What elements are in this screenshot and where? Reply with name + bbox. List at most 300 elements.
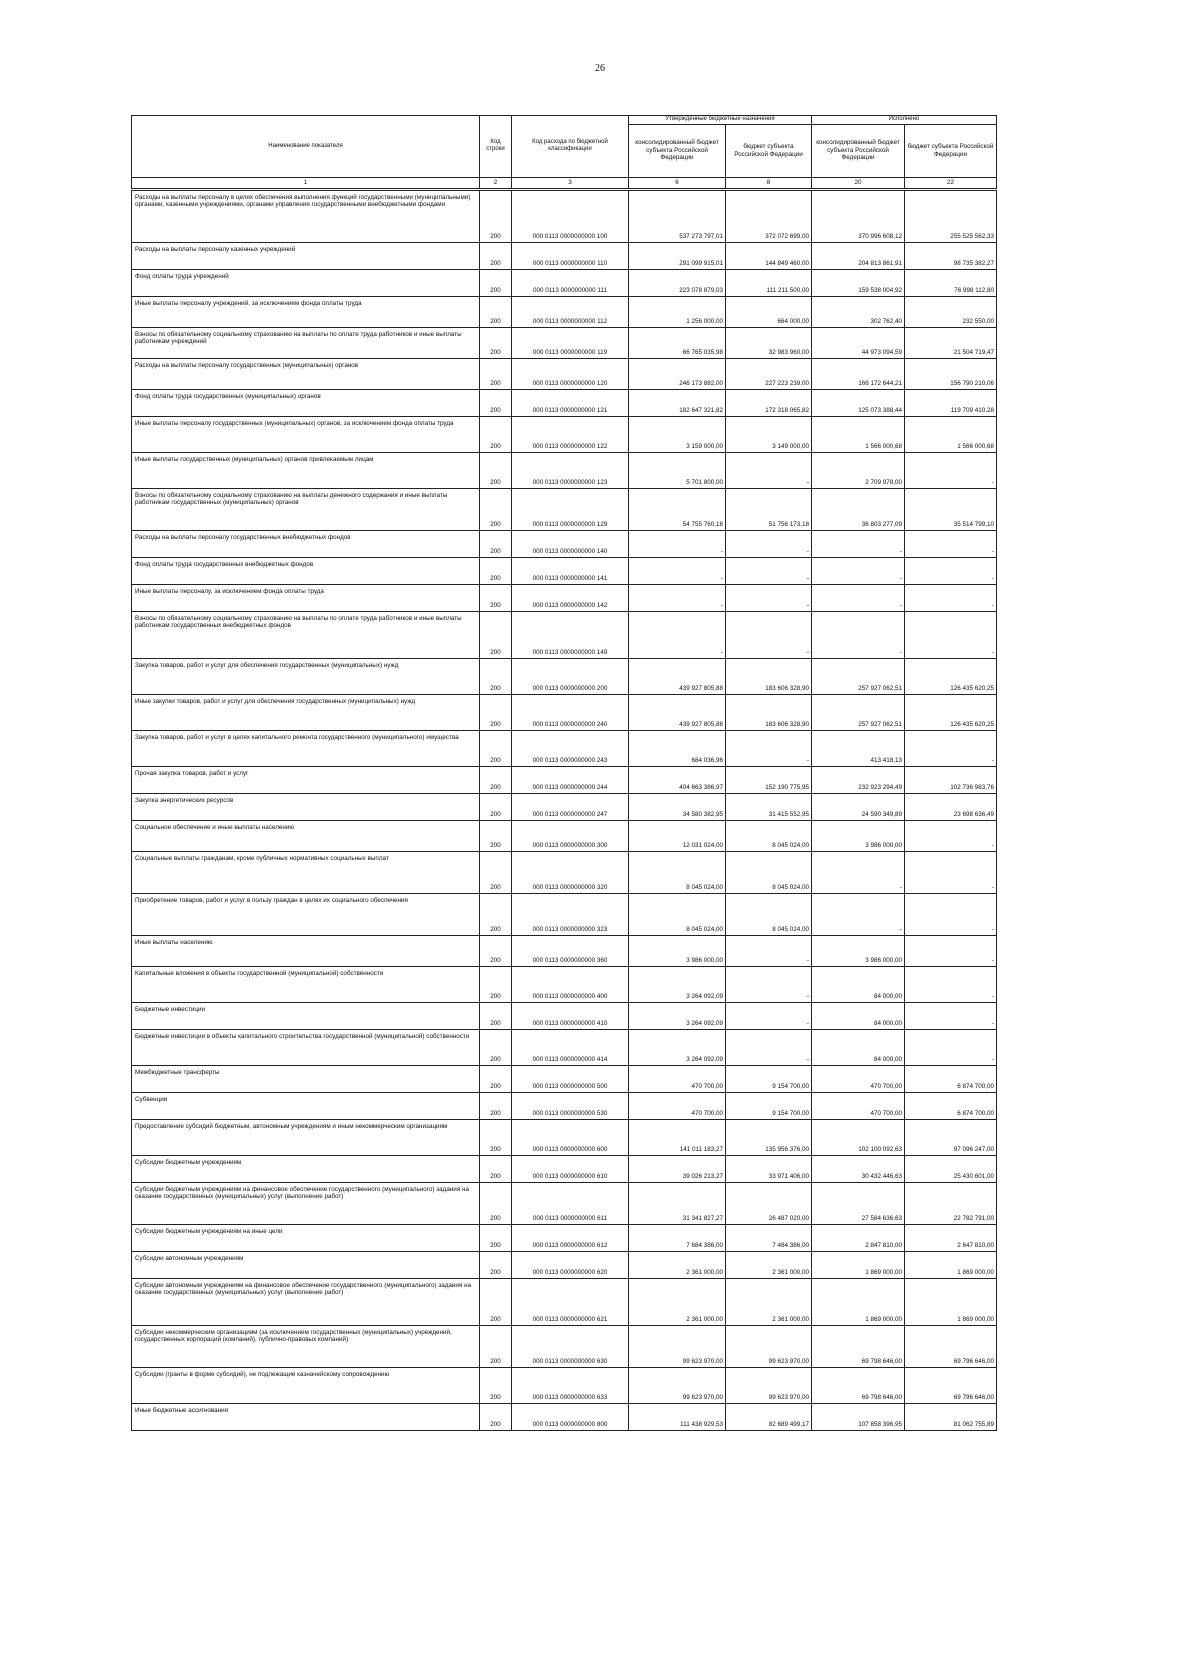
indicator-name: Иные бюджетные ассигнования	[132, 1403, 480, 1430]
executed-consolidated-value: 232 923 294,49	[812, 766, 905, 793]
approved-subject-value: 183 606 328,90	[726, 694, 812, 730]
executed-subject-value: 232 550,00	[905, 296, 997, 327]
indicator-name: Фонд оплаты труда государственных внебюджетных фондов	[132, 557, 480, 584]
classification-code: 000 0113 0000000000 400	[512, 966, 629, 1002]
classification-code: 000 0113 0000000000 122	[512, 416, 629, 452]
indicator-name: Закупка энергетических ресурсов	[132, 793, 480, 820]
approved-subject-value: 8 045 024,00	[726, 851, 812, 893]
indicator-name: Фонд оплаты труда учреждений	[132, 269, 480, 296]
approved-consolidated-value: 470 700,00	[629, 1065, 726, 1092]
executed-subject-value: 102 736 983,76	[905, 766, 997, 793]
table-row	[132, 327, 997, 358]
approved-consolidated-value: 223 078 879,03	[629, 269, 726, 296]
table-row	[132, 730, 997, 766]
executed-consolidated-value: 84 000,00	[812, 966, 905, 1002]
header-classification-code: Код расхода по бюджетной классификации	[512, 116, 629, 178]
indicator-name: Приобретение товаров, работ и услуг в пользу граждан в целях их социального обеспечения	[132, 893, 480, 935]
executed-consolidated-value: -	[812, 851, 905, 893]
column-number: 2	[480, 177, 512, 189]
approved-consolidated-value: 684 036,96	[629, 730, 726, 766]
executed-subject-value: 1 869 000,00	[905, 1251, 997, 1278]
approved-consolidated-value: 3 986 000,00	[629, 935, 726, 966]
approved-subject-value: 2 361 000,00	[726, 1251, 812, 1278]
classification-code: 000 0113 0000000000 240	[512, 694, 629, 730]
approved-consolidated-value: 404 663 386,97	[629, 766, 726, 793]
indicator-name: Субсидии автономным учреждениям	[132, 1251, 480, 1278]
indicator-name: Прочая закупка товаров, работ и услуг	[132, 766, 480, 793]
header-line-code: Код строки	[480, 116, 512, 178]
line-code: 200	[480, 189, 512, 242]
approved-consolidated-value: -	[629, 530, 726, 557]
executed-consolidated-value: 370 996 608,12	[812, 189, 905, 242]
executed-subject-value: 126 435 620,25	[905, 694, 997, 730]
table-row	[132, 766, 997, 793]
approved-consolidated-value: -	[629, 584, 726, 611]
table-row	[132, 820, 997, 851]
indicator-name: Предоставление субсидий бюджетным, автономным учреждениям и иным некоммерческим организациям	[132, 1119, 480, 1155]
line-code: 200	[480, 1251, 512, 1278]
column-number: 22	[905, 177, 997, 189]
executed-subject-value: 69 796 646,00	[905, 1325, 997, 1367]
indicator-name: Субсидии бюджетным учреждениям на иные цели	[132, 1224, 480, 1251]
executed-consolidated-value: 3 986 000,00	[812, 820, 905, 851]
approved-subject-value: 99 623 970,00	[726, 1367, 812, 1403]
classification-code: 000 0113 0000000000 120	[512, 358, 629, 389]
table-row	[132, 851, 997, 893]
line-code: 200	[480, 488, 512, 530]
classification-code: 000 0113 0000000000 800	[512, 1403, 629, 1430]
classification-code: 000 0113 0000000000 620	[512, 1251, 629, 1278]
executed-subject-value: -	[905, 893, 997, 935]
table-row	[132, 452, 997, 488]
indicator-name: Субсидии бюджетным учреждениям	[132, 1155, 480, 1182]
approved-consolidated-value: 2 361 000,00	[629, 1278, 726, 1325]
approved-subject-value: -	[726, 530, 812, 557]
approved-consolidated-value: 39 026 213,27	[629, 1155, 726, 1182]
line-code: 200	[480, 1182, 512, 1224]
table-row	[132, 1092, 997, 1119]
executed-consolidated-value: 2 709 978,00	[812, 452, 905, 488]
classification-code: 000 0113 0000000000 360	[512, 935, 629, 966]
column-number: 1	[132, 177, 480, 189]
executed-consolidated-value: 470 700,00	[812, 1092, 905, 1119]
classification-code: 000 0113 0000000000 129	[512, 488, 629, 530]
approved-subject-value: -	[726, 966, 812, 1002]
indicator-name: Межбюджетные трансферты	[132, 1065, 480, 1092]
classification-code: 000 0113 0000000000 621	[512, 1278, 629, 1325]
indicator-name: Закупка товаров, работ и услуг для обеспечения государственных (муниципальных) нужд	[132, 658, 480, 694]
executed-subject-value: 6 874 700,00	[905, 1092, 997, 1119]
executed-consolidated-value: 470 700,00	[812, 1065, 905, 1092]
classification-code: 000 0113 0000000000 323	[512, 893, 629, 935]
executed-consolidated-value: 257 927 062,51	[812, 694, 905, 730]
classification-code: 000 0113 0000000000 100	[512, 189, 629, 242]
table-row	[132, 242, 997, 269]
line-code: 200	[480, 296, 512, 327]
approved-consolidated-value: 2 361 000,00	[629, 1251, 726, 1278]
line-code: 200	[480, 1155, 512, 1182]
classification-code: 000 0113 0000000000 123	[512, 452, 629, 488]
line-code: 200	[480, 358, 512, 389]
executed-consolidated-value: 3 986 000,00	[812, 935, 905, 966]
indicator-name: Иные выплаты персоналу государственных (муниципальных) органов, за исключением фонда оплаты труда	[132, 416, 480, 452]
indicator-name: Субсидии некоммерческим организациям (за исключением государственных (муниципальных) учреждений, государственных корпораций (компаний), публично-правовых компаний)	[132, 1325, 480, 1367]
approved-subject-value: -	[726, 452, 812, 488]
approved-consolidated-value: -	[629, 557, 726, 584]
approved-consolidated-value: 34 580 382,95	[629, 793, 726, 820]
approved-subject-value: -	[726, 611, 812, 658]
approved-consolidated-value: 439 927 805,88	[629, 658, 726, 694]
executed-consolidated-value: -	[812, 893, 905, 935]
table-row	[132, 793, 997, 820]
approved-subject-value: 9 154 700,00	[726, 1065, 812, 1092]
classification-code: 000 0113 0000000000 500	[512, 1065, 629, 1092]
approved-subject-value: 227 223 239,00	[726, 358, 812, 389]
line-code: 200	[480, 1119, 512, 1155]
approved-subject-value: 111 211 500,00	[726, 269, 812, 296]
executed-subject-value: -	[905, 820, 997, 851]
approved-subject-value: -	[726, 730, 812, 766]
table-row	[132, 389, 997, 416]
executed-consolidated-value: 413 418,13	[812, 730, 905, 766]
executed-subject-value: -	[905, 611, 997, 658]
executed-subject-value: 76 998 112,80	[905, 269, 997, 296]
executed-subject-value: 1 869 000,00	[905, 1278, 997, 1325]
executed-subject-value: 69 796 646,00	[905, 1367, 997, 1403]
approved-subject-value: 32 983 960,00	[726, 327, 812, 358]
table-row	[132, 893, 997, 935]
header-group-executed: Исполнено	[812, 116, 997, 125]
table-row	[132, 694, 997, 730]
column-number: 6	[629, 177, 726, 189]
approved-consolidated-value: 291 099 915,01	[629, 242, 726, 269]
line-code: 200	[480, 966, 512, 1002]
line-code: 200	[480, 1278, 512, 1325]
line-code: 200	[480, 658, 512, 694]
classification-code: 000 0113 0000000000 414	[512, 1029, 629, 1065]
line-code: 200	[480, 1065, 512, 1092]
table-row	[132, 1224, 997, 1251]
executed-consolidated-value: 102 100 092,63	[812, 1119, 905, 1155]
approved-subject-value: -	[726, 557, 812, 584]
table-row	[132, 358, 997, 389]
table-row	[132, 1119, 997, 1155]
executed-consolidated-value: -	[812, 530, 905, 557]
approved-subject-value: 9 154 700,00	[726, 1092, 812, 1119]
header-approved-consolidated: консолидированный бюджет субъекта Российской Федерации	[629, 124, 726, 177]
executed-consolidated-value: 2 847 810,00	[812, 1224, 905, 1251]
indicator-name: Иные выплаты персоналу, за исключением фонда оплаты труда	[132, 584, 480, 611]
approved-consolidated-value: 8 045 024,00	[629, 893, 726, 935]
executed-consolidated-value: 159 538 004,92	[812, 269, 905, 296]
indicator-name: Фонд оплаты труда государственных (муниципальных) органов	[132, 389, 480, 416]
executed-consolidated-value: -	[812, 557, 905, 584]
approved-consolidated-value: 3 159 000,00	[629, 416, 726, 452]
executed-subject-value: -	[905, 530, 997, 557]
table-row	[132, 611, 997, 658]
executed-consolidated-value: 257 927 062,51	[812, 658, 905, 694]
approved-subject-value: 99 623 970,00	[726, 1325, 812, 1367]
column-number: 20	[812, 177, 905, 189]
approved-consolidated-value: 246 173 882,00	[629, 358, 726, 389]
header-executed-consolidated: консолидированный бюджет субъекта Российской Федерации	[812, 124, 905, 177]
executed-consolidated-value: 84 000,00	[812, 1002, 905, 1029]
classification-code: 000 0113 0000000000 141	[512, 557, 629, 584]
indicator-name: Субсидии автономным учреждениям на финансовое обеспечение государственного (муниципального) задания на оказание государственных (муниципальных) услуг (выполнение работ)	[132, 1278, 480, 1325]
approved-consolidated-value: -	[629, 611, 726, 658]
line-code: 200	[480, 793, 512, 820]
executed-subject-value: -	[905, 557, 997, 584]
executed-consolidated-value: 44 973 094,59	[812, 327, 905, 358]
executed-subject-value: 81 062 755,89	[905, 1403, 997, 1430]
executed-subject-value: -	[905, 1002, 997, 1029]
executed-consolidated-value: 69 798 646,00	[812, 1367, 905, 1403]
classification-code: 000 0113 0000000000 611	[512, 1182, 629, 1224]
table-row	[132, 557, 997, 584]
executed-subject-value: 35 514 799,10	[905, 488, 997, 530]
table-row	[132, 488, 997, 530]
classification-code: 000 0113 0000000000 630	[512, 1325, 629, 1367]
executed-subject-value: 25 430 601,00	[905, 1155, 997, 1182]
executed-consolidated-value: -	[812, 584, 905, 611]
approved-subject-value: 183 606 328,90	[726, 658, 812, 694]
executed-subject-value: -	[905, 1029, 997, 1065]
approved-consolidated-value: 141 011 183,27	[629, 1119, 726, 1155]
executed-consolidated-value: 125 073 388,44	[812, 389, 905, 416]
approved-subject-value: -	[726, 1002, 812, 1029]
approved-subject-value: -	[726, 935, 812, 966]
approved-subject-value: -	[726, 584, 812, 611]
table-row	[132, 1403, 997, 1430]
table-row	[132, 1325, 997, 1367]
classification-code: 000 0113 0000000000 610	[512, 1155, 629, 1182]
table-row	[132, 530, 997, 557]
indicator-name: Бюджетные инвестиции в объекты капитального строительства государственной (муниципальной) собственности	[132, 1029, 480, 1065]
line-code: 200	[480, 694, 512, 730]
executed-consolidated-value: 166 172 644,21	[812, 358, 905, 389]
classification-code: 000 0113 0000000000 110	[512, 242, 629, 269]
classification-code: 000 0113 0000000000 600	[512, 1119, 629, 1155]
approved-consolidated-value: 3 264 092,09	[629, 1029, 726, 1065]
line-code: 200	[480, 820, 512, 851]
table-row	[132, 584, 997, 611]
header-approved-subject: бюджет субъекта Российской Федерации	[726, 124, 812, 177]
classification-code: 000 0113 0000000000 320	[512, 851, 629, 893]
column-number: 3	[512, 177, 629, 189]
executed-subject-value: -	[905, 935, 997, 966]
approved-consolidated-value: 54 755 760,18	[629, 488, 726, 530]
classification-code: 000 0113 0000000000 142	[512, 584, 629, 611]
line-code: 200	[480, 452, 512, 488]
executed-consolidated-value: 69 798 646,00	[812, 1325, 905, 1367]
header-group-approved: Утвержденные бюджетные назначения	[629, 116, 812, 125]
approved-consolidated-value: 7 684 386,00	[629, 1224, 726, 1251]
line-code: 200	[480, 327, 512, 358]
approved-subject-value: 8 045 024,00	[726, 893, 812, 935]
table-row	[132, 966, 997, 1002]
executed-consolidated-value: 1 869 000,00	[812, 1251, 905, 1278]
classification-code: 000 0113 0000000000 244	[512, 766, 629, 793]
approved-subject-value: 26 487 020,00	[726, 1182, 812, 1224]
executed-subject-value: 156 790 210,06	[905, 358, 997, 389]
line-code: 200	[480, 584, 512, 611]
indicator-name: Взносы по обязательному социальному страхованию на выплаты по оплате труда работников и иные выплаты работникам государственных внебюджетных фондов	[132, 611, 480, 658]
approved-subject-value: 2 361 000,00	[726, 1278, 812, 1325]
approved-subject-value: 172 318 065,82	[726, 389, 812, 416]
page-number: 26	[595, 63, 605, 74]
approved-consolidated-value: 3 264 092,09	[629, 1002, 726, 1029]
line-code: 200	[480, 530, 512, 557]
line-code: 200	[480, 242, 512, 269]
classification-code: 000 0113 0000000000 243	[512, 730, 629, 766]
table-row	[132, 935, 997, 966]
executed-subject-value: -	[905, 851, 997, 893]
approved-subject-value: 8 045 024,00	[726, 820, 812, 851]
indicator-name: Социальное обеспечение и иные выплаты населению	[132, 820, 480, 851]
approved-consolidated-value: 5 701 800,00	[629, 452, 726, 488]
classification-code: 000 0113 0000000000 247	[512, 793, 629, 820]
table-row	[132, 1251, 997, 1278]
executed-subject-value: -	[905, 452, 997, 488]
line-code: 200	[480, 730, 512, 766]
approved-consolidated-value: 99 623 970,00	[629, 1325, 726, 1367]
table-row	[132, 1155, 997, 1182]
line-code: 200	[480, 1224, 512, 1251]
line-code: 200	[480, 893, 512, 935]
line-code: 200	[480, 611, 512, 658]
line-code: 200	[480, 1029, 512, 1065]
approved-subject-value: 372 072 699,00	[726, 189, 812, 242]
indicator-name: Иные выплаты населению	[132, 935, 480, 966]
executed-subject-value: -	[905, 730, 997, 766]
approved-consolidated-value: 12 031 024,00	[629, 820, 726, 851]
classification-code: 000 0113 0000000000 112	[512, 296, 629, 327]
indicator-name: Социальные выплаты гражданам, кроме публичных нормативных социальных выплат	[132, 851, 480, 893]
line-code: 200	[480, 389, 512, 416]
classification-code: 000 0113 0000000000 119	[512, 327, 629, 358]
line-code: 200	[480, 1403, 512, 1430]
approved-consolidated-value: 1 256 000,00	[629, 296, 726, 327]
approved-consolidated-value: 31 341 827,27	[629, 1182, 726, 1224]
approved-subject-value: 82 689 499,17	[726, 1403, 812, 1430]
approved-subject-value: 31 415 552,95	[726, 793, 812, 820]
table-row	[132, 1182, 997, 1224]
approved-consolidated-value: 182 647 321,82	[629, 389, 726, 416]
indicator-name: Взносы по обязательному социальному страхованию на выплаты денежного содержания и иные выплаты работникам государственных (муниципальных) органов	[132, 488, 480, 530]
executed-subject-value: 2 647 810,00	[905, 1224, 997, 1251]
classification-code: 000 0113 0000000000 410	[512, 1002, 629, 1029]
approved-subject-value: -	[726, 1029, 812, 1065]
approved-consolidated-value: 439 927 805,88	[629, 694, 726, 730]
classification-code: 000 0113 0000000000 200	[512, 658, 629, 694]
line-code: 200	[480, 935, 512, 966]
table-row	[132, 416, 997, 452]
executed-consolidated-value: 107 858 396,95	[812, 1403, 905, 1430]
executed-subject-value: 22 782 791,00	[905, 1182, 997, 1224]
table-row	[132, 269, 997, 296]
indicator-name: Расходы на выплаты персоналу государственных (муниципальных) органов	[132, 358, 480, 389]
classification-code: 000 0113 0000000000 633	[512, 1367, 629, 1403]
table-row	[132, 189, 997, 242]
executed-consolidated-value: -	[812, 611, 905, 658]
indicator-name: Расходы на выплаты персоналу государственных внебюджетных фондов	[132, 530, 480, 557]
line-code: 200	[480, 416, 512, 452]
approved-subject-value: 664 000,00	[726, 296, 812, 327]
executed-consolidated-value: 1 869 000,00	[812, 1278, 905, 1325]
column-number: 8	[726, 177, 812, 189]
approved-subject-value: 7 484 386,00	[726, 1224, 812, 1251]
approved-consolidated-value: 111 438 929,53	[629, 1403, 726, 1430]
classification-code: 000 0113 0000000000 530	[512, 1092, 629, 1119]
indicator-name: Капитальные вложения в объекты государственной (муниципальной) собственности	[132, 966, 480, 1002]
header-executed-subject: бюджет субъекта Российской Федерации	[905, 124, 997, 177]
classification-code: 000 0113 0000000000 612	[512, 1224, 629, 1251]
indicator-name: Взносы по обязательному социальному страхованию на выплаты по оплате труда работников и иные выплаты работникам учреждений	[132, 327, 480, 358]
approved-consolidated-value: 3 264 092,09	[629, 966, 726, 1002]
indicator-name: Расходы на выплаты персоналу казенных учреждений	[132, 242, 480, 269]
indicator-name: Иные выплаты персоналу учреждений, за исключением фонда оплаты труда	[132, 296, 480, 327]
table-row	[132, 1278, 997, 1325]
approved-consolidated-value: 537 273 797,01	[629, 189, 726, 242]
line-code: 200	[480, 766, 512, 793]
executed-consolidated-value: 302 762,40	[812, 296, 905, 327]
approved-subject-value: 33 971 406,00	[726, 1155, 812, 1182]
executed-subject-value: 126 435 620,25	[905, 658, 997, 694]
indicator-name: Расходы на выплаты персоналу в целях обеспечения выполнения функций государственными (муниципальными) органами, казенными учреждениями, органами управления государственными внебюджетными фондами	[132, 189, 480, 242]
executed-consolidated-value: 84 000,00	[812, 1029, 905, 1065]
approved-subject-value: 3 149 000,00	[726, 416, 812, 452]
approved-subject-value: 135 956 376,00	[726, 1119, 812, 1155]
classification-code: 000 0113 0000000000 300	[512, 820, 629, 851]
classification-code: 000 0113 0000000000 149	[512, 611, 629, 658]
executed-subject-value: 98 735 382,27	[905, 242, 997, 269]
executed-subject-value: 6 874 700,00	[905, 1065, 997, 1092]
indicator-name: Субвенции	[132, 1092, 480, 1119]
classification-code: 000 0113 0000000000 140	[512, 530, 629, 557]
indicator-name: Закупка товаров, работ и услуг в целях капитального ремонта государственного (муниципального) имущества	[132, 730, 480, 766]
executed-consolidated-value: 1 566 000,68	[812, 416, 905, 452]
executed-consolidated-value: 30 432 446,63	[812, 1155, 905, 1182]
executed-subject-value: -	[905, 966, 997, 1002]
executed-subject-value: 23 698 636,49	[905, 793, 997, 820]
executed-subject-value: 1 566 000,68	[905, 416, 997, 452]
indicator-name: Субсидии (гранты в форме субсидий), не подлежащие казначейскому сопровождению	[132, 1367, 480, 1403]
indicator-name: Иные выплаты государственных (муниципальных) органов привлекаемым лицам	[132, 452, 480, 488]
approved-consolidated-value: 99 623 970,00	[629, 1367, 726, 1403]
table-row	[132, 658, 997, 694]
line-code: 200	[480, 1325, 512, 1367]
executed-subject-value: -	[905, 584, 997, 611]
executed-consolidated-value: 27 584 636,63	[812, 1182, 905, 1224]
budget-execution-table	[131, 115, 997, 1431]
executed-subject-value: 21 504 719,47	[905, 327, 997, 358]
indicator-name: Иные закупки товаров, работ и услуг для обеспечения государственных (муниципальных) нужд	[132, 694, 480, 730]
executed-subject-value: 97 096 247,00	[905, 1119, 997, 1155]
executed-subject-value: 255 525 562,33	[905, 189, 997, 242]
executed-subject-value: 119 709 410,28	[905, 389, 997, 416]
table-row	[132, 1367, 997, 1403]
approved-consolidated-value: 66 765 035,98	[629, 327, 726, 358]
table-row	[132, 296, 997, 327]
approved-consolidated-value: 470 700,00	[629, 1092, 726, 1119]
line-code: 200	[480, 269, 512, 296]
executed-consolidated-value: 204 813 861,91	[812, 242, 905, 269]
line-code: 200	[480, 851, 512, 893]
executed-consolidated-value: 36 803 277,09	[812, 488, 905, 530]
line-code: 200	[480, 1367, 512, 1403]
line-code: 200	[480, 1002, 512, 1029]
approved-consolidated-value: 8 045 024,00	[629, 851, 726, 893]
